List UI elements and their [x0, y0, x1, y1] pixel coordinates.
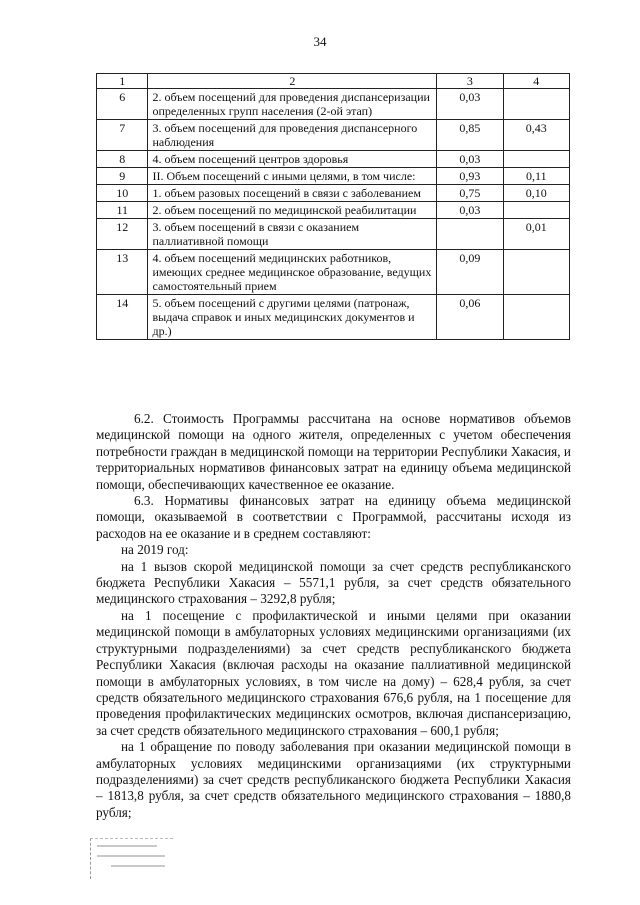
row-name: 1. объем разовых посещений в связи с заболеванием: [148, 185, 437, 202]
norms-table: [96, 73, 570, 340]
row-value-3: [437, 219, 503, 250]
header-col-1: 1: [97, 74, 148, 89]
table-row: [97, 250, 570, 295]
row-value-4: [503, 250, 569, 295]
paragraph-ambulance: на 1 вызов скорой медицинской помощи за счет средств республиканского бюджета Республики Хакасия – 5571,1 рубля, за счет средств обязательного медицинского страхования – 3292,8 рубля;: [96, 558, 571, 607]
row-value-4: [503, 202, 569, 219]
row-number: 8: [97, 151, 148, 168]
document-stamp: [90, 838, 173, 879]
paragraph-visit: на 1 посещение с профилактической и иными целями при оказании медицинской помощи в амбулаторных условиях медицинскими организациями (их структурными подразделениями) за счет средств республиканского бюджета Республики Хакасия (включая расходы на оказание паллиативной медицинской помощи в амбулаторных условиях, в том числе на дому) – 628,4 рубля, за счет средств обязательного медицинского страхования 676,6 рубля, на 1 посещение для проведения профилактических медицинских осмотров, включая диспансеризацию, за счет средств обязательного медицинского страхования – 600,1 рубля;: [96, 607, 571, 738]
row-number: 9: [97, 168, 148, 185]
row-number: 6: [97, 89, 148, 120]
row-value-4: 0,10: [503, 185, 569, 202]
row-value-3: 0,06: [437, 295, 503, 340]
row-name: 2. объем посещений для проведения диспансеризации определенных групп населения (2-ой этап): [148, 89, 437, 120]
row-name: 2. объем посещений по медицинской реабилитации: [148, 202, 437, 219]
row-number: 7: [97, 120, 148, 151]
table-row: [97, 202, 570, 219]
table-row: [97, 168, 570, 185]
row-number: 12: [97, 219, 148, 250]
body-text: [96, 411, 571, 821]
paragraph-year: на 2019 год:: [121, 542, 189, 558]
table-row: [97, 151, 570, 168]
page-number: 34: [313, 34, 327, 49]
row-value-3: 0,09: [437, 250, 503, 295]
row-value-3: 0,93: [437, 168, 503, 185]
row-value-4: 0,01: [503, 219, 569, 250]
table-row: [97, 120, 570, 151]
row-name: 5. объем посещений с другими целями (патронаж, выдача справок и иных медицинских документов и др.): [148, 295, 437, 340]
row-number: 14: [97, 295, 148, 340]
row-name: II. Объем посещений с иными целями, в том числе:: [148, 168, 437, 185]
row-value-4: [503, 295, 569, 340]
row-name: 3. объем посещений для проведения диспансерного наблюдения: [148, 120, 437, 151]
row-value-3: 0,03: [437, 151, 503, 168]
header-col-3: 3: [437, 74, 503, 89]
table-header-row: [97, 74, 570, 89]
table-row: [97, 219, 570, 250]
row-name: 4. объем посещений центров здоровья: [148, 151, 437, 168]
row-name: 4. объем посещений медицинских работников, имеющих среднее медицинское образование, ведущих самостоятельный прием: [148, 250, 437, 295]
table-row: [97, 185, 570, 202]
row-value-4: [503, 89, 569, 120]
row-number: 13: [97, 250, 148, 295]
header-col-4: 4: [503, 74, 569, 89]
row-value-4: 0,43: [503, 120, 569, 151]
paragraph-6-3: 6.3. Нормативы финансовых затрат на единицу объема медицинской помощи, оказываемой в соответствии с Программой, рассчитаны исходя из расходов на ее оказание и в среднем составляют:: [96, 493, 571, 541]
row-value-3: 0,75: [437, 185, 503, 202]
header-col-2: 2: [148, 74, 437, 89]
table-row: [97, 295, 570, 340]
row-value-3: 0,85: [437, 120, 503, 151]
table-row: [97, 89, 570, 120]
row-value-4: 0,11: [503, 168, 569, 185]
paragraph-appeal: на 1 обращение по поводу заболевания при оказании медицинской помощи в амбулаторных условиях медицинскими организациями (их структурными подразделениями) за счет средств республиканского бюджета Республики Хакасия – 1813,8 рубля, за счет средств обязательного медицинского страхования – 1880,8 рубля;: [96, 739, 571, 820]
row-value-3: 0,03: [437, 202, 503, 219]
row-number: 10: [97, 185, 148, 202]
row-name: 3. объем посещений в связи с оказанием паллиативной помощи: [148, 219, 437, 250]
paragraph-6-2: 6.2. Стоимость Программы рассчитана на основе нормативов объемов медицинской помощи на одного жителя, определенных с учетом обеспечения потребности граждан в медицинской помощи на территории Республики Хакасия, и территориальных нормативов финансовых затрат на единицу объема медицинской помощи, обеспечивающих качественное ее оказание.: [96, 411, 571, 492]
row-value-3: 0,03: [437, 89, 503, 120]
row-value-4: [503, 151, 569, 168]
row-number: 11: [97, 202, 148, 219]
